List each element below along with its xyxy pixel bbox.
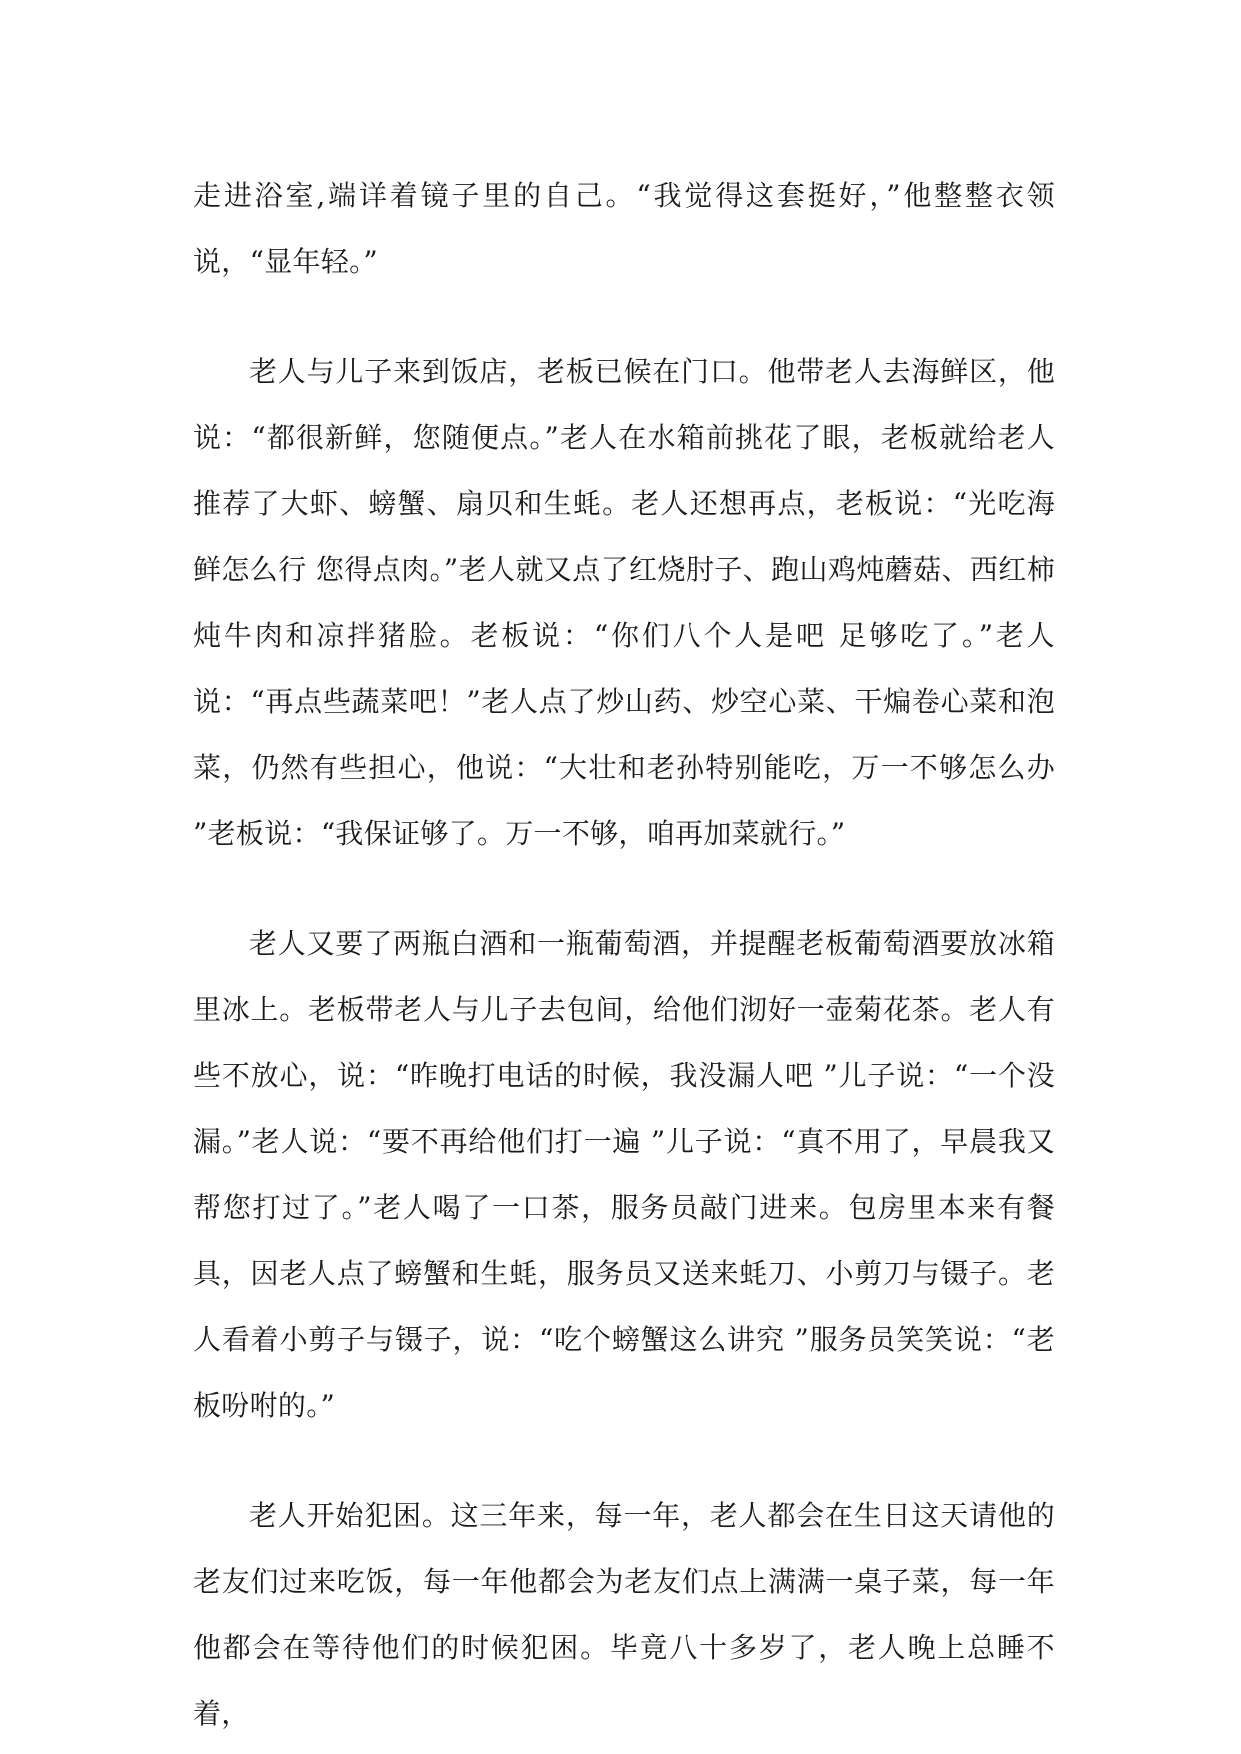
paragraph-1: 走进浴室,端详着镜子里的自己。“我觉得这套挺好，”他整整衣领说，“显年轻。” — [193, 179, 1055, 278]
document-body — [193, 163, 1055, 1747]
paragraph-3: 老人又要了两瓶白酒和一瓶葡萄酒，并提醒老板葡萄酒要放冰箱里冰上。老板带老人与儿子去包间，给他们沏好一壶菊花茶。老人有些不放心，说：“昨晚打电话的时候，我没漏人吧 ”儿子说：“一个没漏。”老人说：“要不再给他们打一遍 ”儿子说：“真不用了，早晨我又帮您打过了。”老人喝了一口茶，服务员敲门进来。包房里本来有餐具，因老人点了螃蟹和生蚝，服务员又送来蚝刀、小剪刀与镊子。老人看着小剪子与镊子，说：“吃个螃蟹这么讲究 ”服务员笑笑说：“老板吩咐的。” — [193, 927, 1055, 1422]
paragraph-2: 老人与儿子来到饭店，老板已候在门口。他带老人去海鲜区，他说：“都很新鲜，您随便点。”老人在水箱前挑花了眼，老板就给老人推荐了大虾、螃蟹、扇贝和生蚝。老人还想再点，老板说：“光吃海鲜怎么行 您得点肉。”老人就又点了红烧肘子、跑山鸡炖蘑菇、西红柿炖牛肉和凉拌猪脸。老板说：“你们八个人是吧 足够吃了。”老人说：“再点些蔬菜吧！”老人点了炒山药、炒空心菜、干煸卷心菜和泡菜，仍然有些担心，他说：“大壮和老孙特别能吃，万一不够怎么办 ”老板说：“我保证够了。万一不够，咱再加菜就行。” — [193, 355, 1055, 850]
paragraph-4: 老人开始犯困。这三年来，每一年，老人都会在生日这天请他的老友们过来吃饭，每一年他都会为老友们点上满满一桌子菜，每一年他都会在等待他们的时候犯困。毕竟八十多岁了，老人晚上总睡不着， — [193, 1499, 1055, 1730]
